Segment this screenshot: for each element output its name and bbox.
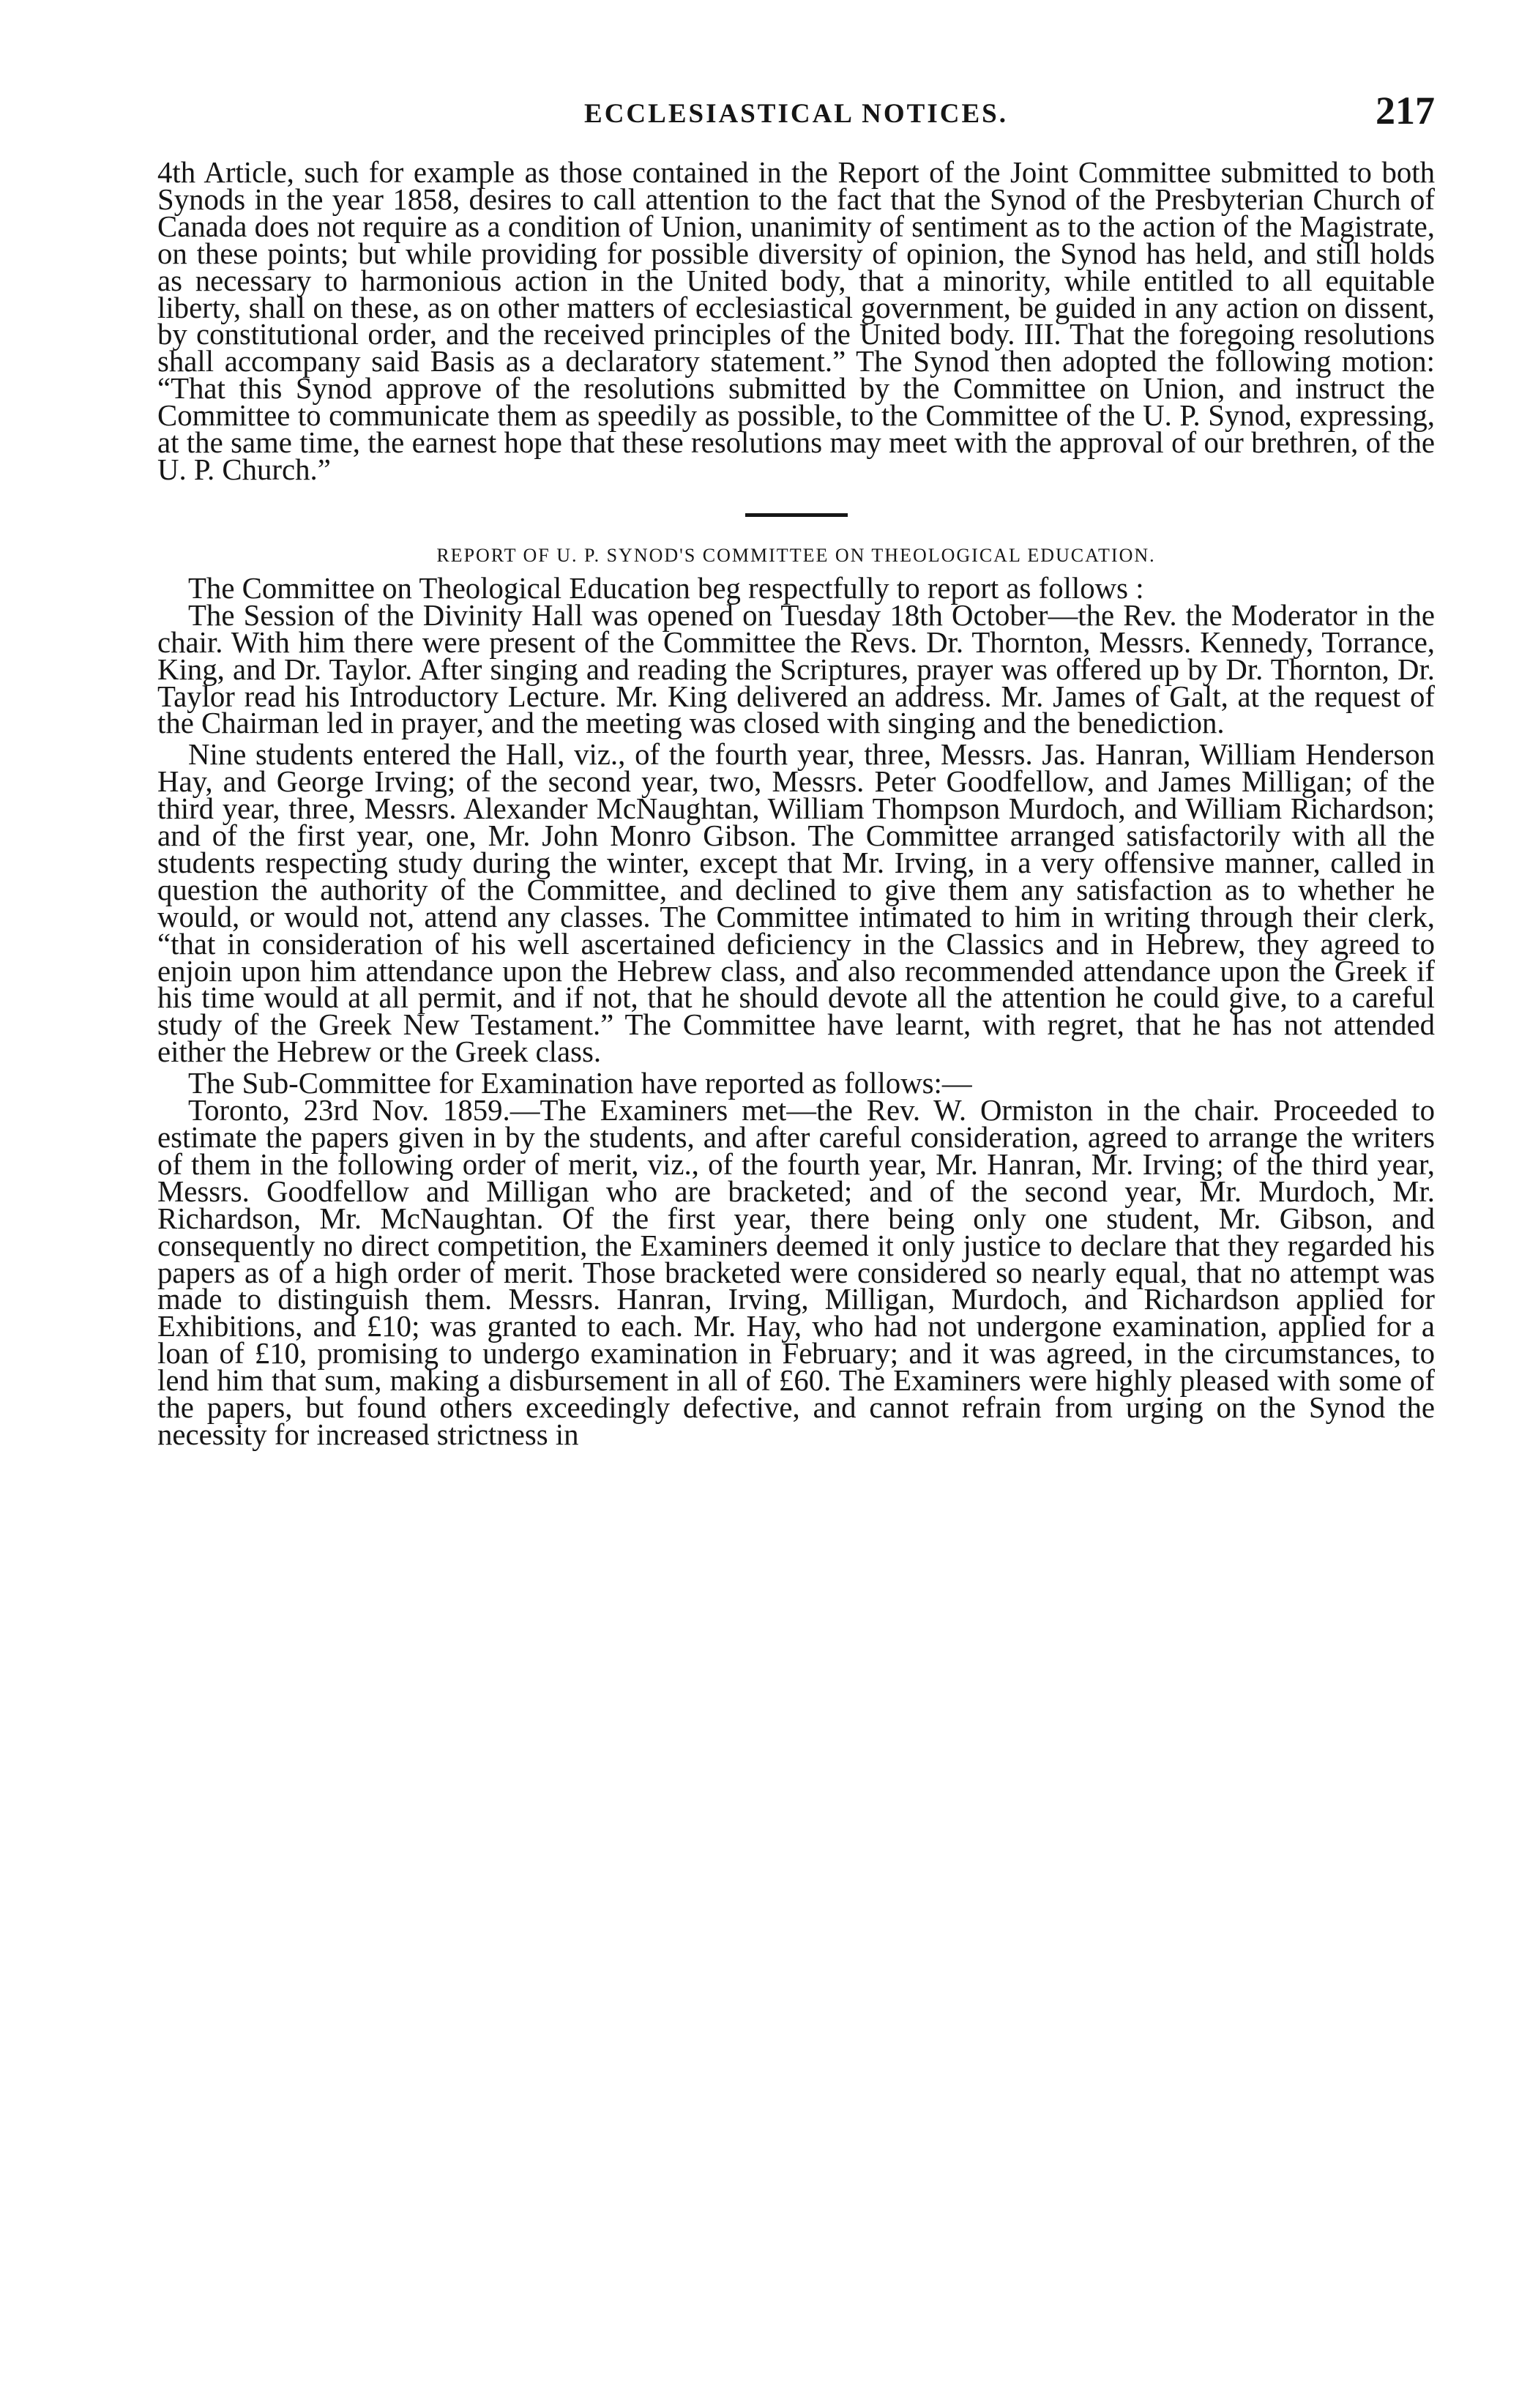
paragraph-continuation: 4th Article, such for example as those contained in the Report of the Joint Committee submitted to both Synods in the year 1858, desires to call attention to the fact that the Synod of the Presbyterian Church of Canada does not require as a condition of Union, unanimity of sentiment as to the action of the Magistrate, on these points; but while providing for possible diversity of opinion, the Synod has held, and still holds as necessary to harmonious action in the United body, that a minority, while entitled to all equitable liberty, shall on these, as on other matters of ecclesiastical government, be guided in any action on dissent, by constitutional order, and the received principles of the United body. III. That the foregoing resolutions shall accompany said Basis as a declaratory statement.” The Synod then adopted the following motion: “That this Synod approve of the resolutions submitted by the Committee on Union, and instruct the Committee to communicate them as speedily as possible, to the Committee of the U. P. Synod, expressing, at the same time, the earnest hope that these resolutions may meet with the approval of our brethren, of the U. P. Church.” (157, 156, 1435, 486)
running-head (157, 88, 1435, 154)
page-number: 217 (1376, 89, 1435, 133)
paragraph-intro: The Committee on Theological Education beg respectfully to report as follows : (188, 571, 1144, 605)
paragraph-examiners: Toronto, 23rd Nov. 1859.—The Examiners met—the Rev. W. Ormiston in the chair. Proceeded to estimate the papers given in by the students, and after careful consideration, agreed to arrange the writers of them in the following order of merit, viz., of the fourth year, Mr. Hanran, Mr. Irving; of the third year, Messrs. Goodfellow and Milligan who are bracketed; and of the second year, Mr. Murdoch, Mr. Richardson, Mr. McNaughtan. Of the first year, there being only one student, Mr. Gibson, and consequently no direct competition, the Examiners deemed it only justice to declare that they regarded his papers as of a high order of merit. Those bracketed were considered so nearly equal, that no attempt was made to distinguish them. Messrs. Hanran, Irving, Milligan, Murdoch, and Richardson applied for Exhibitions, and £10; was granted to each. Mr. Hay, who had not undergone examination, applied for a loan of £10, promising to undergo examination in February; and it was agreed, in the circumstances, to lend him that sum, making a disbursement in all of £60. The Examiners were highly pleased with some of the papers, but found others exceedingly defective, and cannot refrain from urging on the Synod the necessity for increased strictness in (157, 1094, 1435, 1451)
section-divider-rule (745, 513, 848, 517)
paragraph-session: The Session of the Divinity Hall was opened on Tuesday 18th October—the Rev. the Moderator in the chair. With him there were present of the Committee the Revs. Dr. Thornton, Messrs. Kennedy, Torrance, King, and Dr. Taylor. After singing and reading the Scriptures, prayer was offered up by Dr. Thornton, Dr. Taylor read his Introductory Lecture. Mr. King delivered an address. Mr. James of Galt, at the request of the Chairman led in prayer, and the meeting was closed with singing and the benediction. (157, 598, 1435, 740)
section-heading: REPORT OF U. P. SYNOD'S COMMITTEE ON THEOLOGICAL EDUCATION. (436, 544, 1156, 566)
paragraph-students: Nine students entered the Hall, viz., of the fourth year, three, Messrs. Jas. Hanran, William Henderson Hay, and George Irving; of the second year, two, Messrs. Peter Goodfellow, and James Milligan; of the third year, three, Messrs. Alexander McNaughtan, William Thompson Murdoch, and William Richardson; and of the first year, one, Mr. John Monro Gibson. The Committee arranged satisfactorily with all the students respecting study during the winter, except that Mr. Irving, in a very offensive manner, called in question the authority of the Committee, and declined to give them any satisfaction as to whether he would, or would not, attend any classes. The Committee intimated to him in writing through their clerk, “that in consideration of his well ascertained deficiency in the Classics and in Hebrew, they agreed to enjoin upon him attendance upon the Hebrew class, and also recommended attendance upon the Greek if his time would at all permit, and if not, that he should devote all the attention he could give, to a careful study of the Greek New Testament.” The Committee have learnt, with regret, that he has not attended either the Hebrew or the Greek class. (157, 738, 1435, 1069)
book-page (157, 88, 1435, 1449)
running-title: ECCLESIASTICAL NOTICES. (584, 99, 1008, 129)
paragraph-subcommittee: The Sub-Committee for Examination have reported as follows:— (188, 1067, 972, 1100)
